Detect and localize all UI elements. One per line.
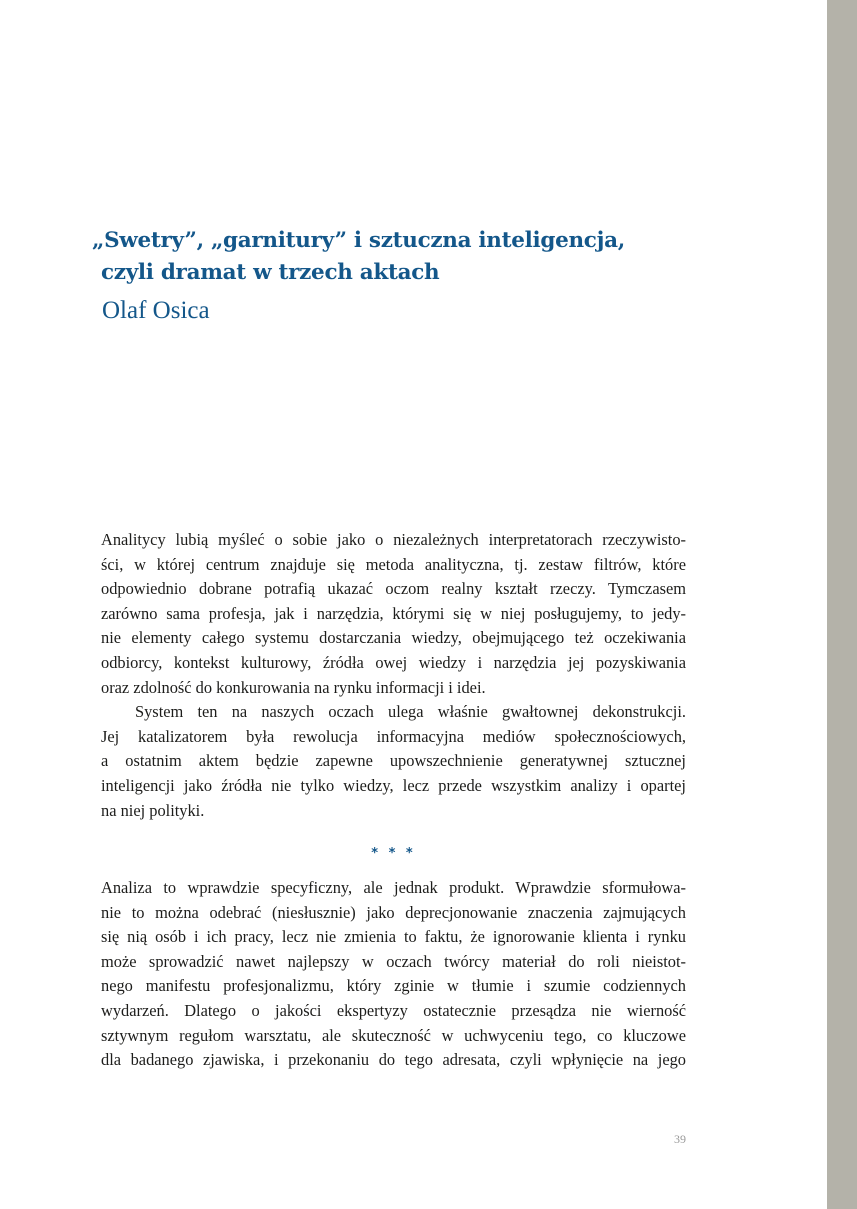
text-line: nie to można odebrać (niesłusznie) jako deprecjonowanie znaczenia zajmujących (101, 902, 686, 922)
text-line: nie elementy całego systemu dostarczania wiedzy, obejmującego też oczekiwania (101, 628, 686, 648)
text-line: zarówno sama profesja, jak i narzędzia, którymi się w niej posługujemy, to jedy- (101, 603, 686, 623)
text-line: Jej katalizatorem była rewolucja informacyjna mediów społecznościowych, (101, 726, 686, 746)
text-line: nego manifestu profesjonalizmu, który zginie w tłumie i szumie codziennych (101, 976, 686, 996)
text-line: a ostatnim aktem będzie zapewne upowszechnienie generatywnej sztucznej (101, 751, 686, 771)
text-line: może sprowadzić nawet najlepszy w oczach twórcy materiał do roli nieistot- (101, 951, 686, 971)
page-edge-band (827, 0, 857, 1209)
text-line: inteligencji jako źródła nie tylko wiedzy, lecz przede wszystkim analizy i opartej (101, 775, 686, 795)
text-line: na niej polityki. (101, 800, 205, 820)
text-line: Analiza to wprawdzie specyficzny, ale jednak produkt. Wprawdzie sformułowa- (101, 878, 686, 897)
section-separator: * * * (371, 846, 416, 861)
page-number: 39 (674, 1132, 686, 1146)
text-line: oraz zdolność do konkurowania na rynku informacji i idei. (101, 677, 486, 697)
text-line: odbiorcy, kontekst kulturowy, źródła owej wiedzy i narzędzia jej pozyskiwania (101, 652, 686, 672)
text-line: odpowiednio dobrane potrafią ukazać oczom realny kształt rzeczy. Tymczasem (101, 579, 686, 599)
text-line: dla badanego zjawiska, i przekonaniu do tego adresata, czyli wpłynięcie na jego (101, 1050, 686, 1070)
article-title (92, 225, 732, 289)
text-line: sztywnym regułom warsztatu, ale skuteczność w uchwyceniu tego, co kluczowe (101, 1025, 686, 1045)
text-line: wydarzeń. Dlatego o jakości ekspertyzy ostatecznie przesądza nie wierność (101, 1000, 686, 1020)
paragraph-1 (101, 528, 686, 700)
body-section-intro (101, 528, 686, 823)
text-line: System ten na naszych oczach ulega właśnie gwałtownej dekonstrukcji. (135, 702, 686, 722)
article-author: Olaf Osica (102, 297, 210, 324)
text-line: Analitycy lubią myśleć o sobie jako o niezależnych interpretatorach rzeczywisto- (101, 530, 686, 549)
text-line: się nią osób i ich pracy, lecz nie zmienia to faktu, że ignorowanie klienta i rynku (101, 927, 686, 947)
paragraph-3 (101, 876, 686, 1073)
article-title-line: czyli dramat w trzech aktach (101, 260, 440, 285)
text-line: ści, w której centrum znajduje się metoda analityczna, tj. zestaw filtrów, które (101, 554, 686, 574)
article-title-line: „Swetry”, „garnitury” i sztuczna inteligencja, (92, 228, 625, 253)
paragraph-2 (101, 700, 686, 823)
body-section-main (101, 876, 686, 1073)
